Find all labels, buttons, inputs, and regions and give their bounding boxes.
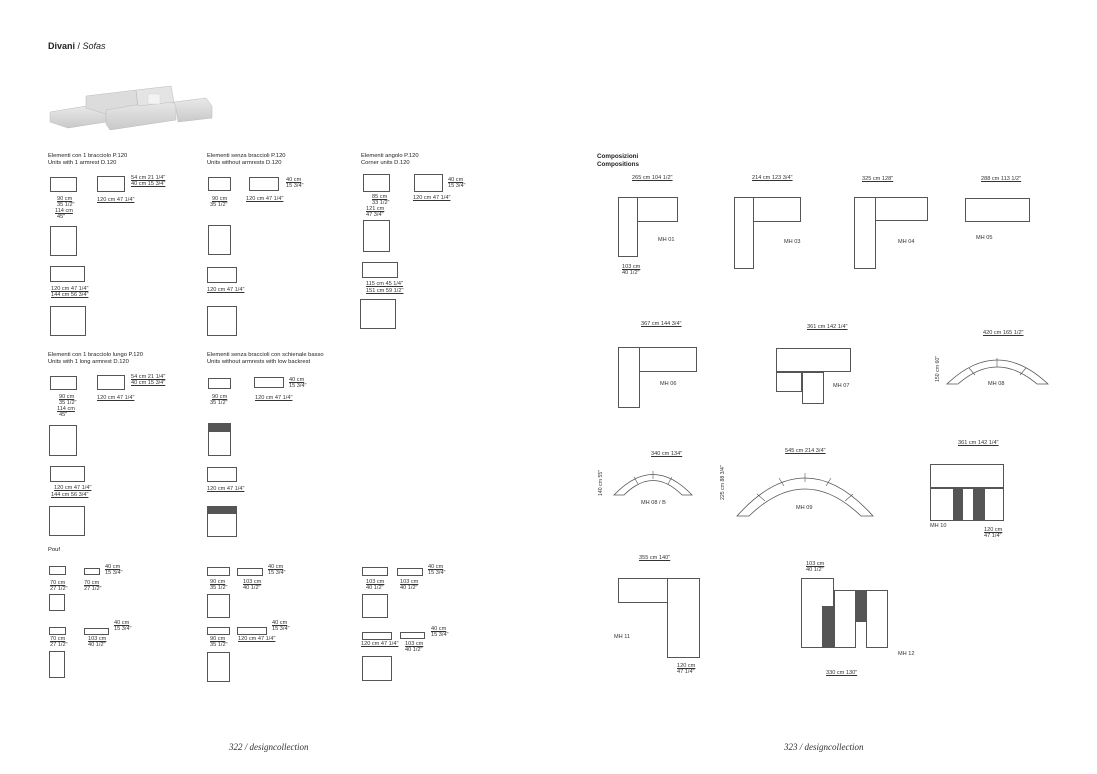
section-title-it: Elementi con 1 bracciolo lungo P.120 xyxy=(48,352,143,358)
corner-unit-plan xyxy=(363,220,390,252)
dim-label: 15 3/4" xyxy=(286,183,304,189)
dim-label: 151 cm 59 1/2" xyxy=(366,288,404,294)
dim-label: 103 cm xyxy=(806,561,825,567)
dim-label: 103 cm xyxy=(243,579,262,585)
dim-label: 54 cm 21 1/4" xyxy=(131,175,166,181)
dim-label: 35 1/2" xyxy=(210,642,228,648)
dim-label: 420 cm 165 1/2" xyxy=(983,330,1024,336)
low-back-plan xyxy=(208,423,231,456)
dim-label: 90 cm xyxy=(59,394,75,400)
dim-label: 340 cm 134" xyxy=(651,451,683,457)
mh10-chaise xyxy=(930,488,954,521)
mh05-label: MH 05 xyxy=(976,235,993,241)
dim-label: 70 cm xyxy=(84,580,100,586)
sofa-photo xyxy=(46,84,216,134)
corner-unit xyxy=(363,174,390,192)
mh09-label: MH 09 xyxy=(796,505,813,511)
dim-label: 85 cm xyxy=(372,194,388,200)
mh12-backrest xyxy=(822,606,834,648)
dim-label: 35 1/2" xyxy=(210,585,228,591)
dim-label: 15 3/4" xyxy=(114,626,132,632)
dim-label: 27 1/2" xyxy=(50,642,68,648)
mh10-backrest xyxy=(954,488,962,521)
dim-label: 15 3/4" xyxy=(431,632,449,638)
mh12-label: MH 12 xyxy=(898,651,915,657)
compositions-title-it: Composizioni xyxy=(597,153,639,160)
dim-label: 27 1/2" xyxy=(50,586,68,592)
dim-label: 40 cm xyxy=(286,177,302,183)
dim-label: 40 1/2" xyxy=(88,642,106,648)
mh08-curved-sofa xyxy=(945,344,1050,386)
page-header: Divani / Sofas xyxy=(48,41,106,51)
dim-label: 361 cm 142 1/4" xyxy=(807,324,848,330)
mh10-label: MH 10 xyxy=(930,523,947,529)
unit-no-armrest-side xyxy=(249,177,279,191)
long-armrest-side xyxy=(97,375,125,390)
mh08-label: MH 08 xyxy=(988,381,1005,387)
section-title-it: Elementi senza braccioli con schienale basso xyxy=(207,352,324,358)
dim-label: 40 1/2" xyxy=(366,585,384,591)
mh07-label: MH 07 xyxy=(833,383,850,389)
dim-label: 214 cm 123 3/4" xyxy=(752,175,793,181)
category-en: Sofas xyxy=(82,41,106,51)
section-title-en: Units with 1 long armrest D.120 xyxy=(48,359,129,365)
dim-label: 121 cm xyxy=(366,206,385,212)
compositions-title xyxy=(597,153,639,168)
mh01-label: MH 01 xyxy=(658,237,675,243)
mh12-right xyxy=(866,590,888,648)
dim-label: 120 cm 47 1/4" xyxy=(238,636,276,642)
corner-unit-side xyxy=(414,174,443,192)
dim-label: 40 cm 15 3/4" xyxy=(131,380,166,386)
dim-label: 120 cm 47 1/4" xyxy=(246,196,284,202)
dim-label: 361 cm 142 1/4" xyxy=(958,440,999,446)
dim-label: 40 cm xyxy=(428,564,444,570)
page-number-right: 323 / designcollection xyxy=(784,742,864,752)
dim-label: 15 3/4" xyxy=(289,383,307,389)
dim-label: 120 cm 47 1/4" xyxy=(97,395,135,401)
pouf-120-c xyxy=(362,632,392,640)
pouf-103-plan xyxy=(362,594,388,618)
dim-label: 35 1/2" xyxy=(57,202,75,208)
low-back-side xyxy=(254,377,284,388)
dim-label: 40 cm xyxy=(289,377,305,383)
long-armrest-144-plan xyxy=(49,506,85,536)
dim-label: 47 1/4" xyxy=(984,533,1002,539)
pouf-103-a xyxy=(362,567,388,576)
dim-label: 140 cm 55" xyxy=(598,469,604,496)
dim-label: 40 cm xyxy=(105,564,121,570)
dim-label: 265 cm 104 1/2" xyxy=(632,175,673,181)
dim-label: 103 cm xyxy=(400,579,419,585)
dim-label: 35 1/2" xyxy=(210,202,228,208)
dim-label: 103 cm xyxy=(405,641,424,647)
dim-label: 54 cm 21 1/4" xyxy=(131,374,166,380)
dim-label: 40 1/2" xyxy=(622,270,640,276)
mh03-chaise xyxy=(734,197,754,269)
section-title xyxy=(361,153,419,167)
dim-label: 144 cm 56 3/4" xyxy=(51,292,89,298)
pouf-120-plan xyxy=(362,656,392,681)
section-title xyxy=(48,153,127,167)
unit-1-armrest-144 xyxy=(50,306,86,336)
dim-label: 15 3/4" xyxy=(268,570,286,576)
dim-label: 40 cm xyxy=(114,620,130,626)
dim-label: 144 cm 56 3/4" xyxy=(51,492,89,498)
pouf-103-c xyxy=(400,632,425,639)
category-it: Divani xyxy=(48,41,76,51)
dim-label: 40 1/2" xyxy=(405,647,423,653)
dim-label: 45" xyxy=(59,412,68,418)
unit-no-armrest-120-plan xyxy=(207,306,237,336)
section-title xyxy=(207,153,286,167)
section-title-it: Elementi angolo P.120 xyxy=(361,153,419,159)
dim-label: 15 3/4" xyxy=(428,570,446,576)
dim-label: 325 cm 128" xyxy=(862,176,894,182)
dim-label: 120 cm 47 1/4" xyxy=(54,485,92,491)
dim-label: 35 1/2" xyxy=(59,400,77,406)
compositions-title-en: Compositions xyxy=(597,160,639,168)
low-back-120-plan xyxy=(207,506,237,537)
pouf-title: Pouf xyxy=(48,547,60,553)
dim-label: 90 cm xyxy=(212,394,228,400)
mh10-backrest-2 xyxy=(974,488,984,521)
pouf-70-long-plan xyxy=(49,651,65,678)
section-title-en: Units without armrests D.120 xyxy=(207,160,282,166)
long-armrest-plan xyxy=(49,425,77,456)
section-title-en: Units without armrests with low backrest xyxy=(207,359,311,365)
mh12-mid xyxy=(834,590,856,648)
dim-label: 40 cm xyxy=(448,177,464,183)
dim-label: 225 cm 88 3/4" xyxy=(720,465,726,500)
dim-label: 114 cm xyxy=(55,208,73,214)
mh04-chaise xyxy=(854,197,876,269)
pouf-90-plan xyxy=(207,594,230,618)
dim-label: 103 cm xyxy=(622,264,641,270)
dim-label: 120 cm xyxy=(984,527,1003,533)
pouf-70-side xyxy=(49,566,66,575)
dim-label: 90 cm xyxy=(57,196,73,202)
dim-label: 120 cm 47 1/4" xyxy=(361,641,399,647)
dim-label: 40 cm xyxy=(431,626,447,632)
unit-no-armrest-90-plan xyxy=(208,225,231,255)
dim-label: 47 3/4" xyxy=(366,212,384,218)
dim-label: 40 cm xyxy=(268,564,284,570)
pouf-70-low xyxy=(84,568,100,575)
mh10-seat xyxy=(962,488,974,521)
dim-label: 120 cm 47 1/4" xyxy=(255,395,293,401)
dim-label: 120 cm 47 1/4" xyxy=(413,195,451,201)
dim-label: 355 cm 140" xyxy=(639,555,671,561)
long-armrest-unit xyxy=(50,376,77,390)
dim-label: 150 cm 60" xyxy=(935,355,941,382)
dim-label: 15 3/4" xyxy=(448,183,466,189)
section-title xyxy=(207,352,324,366)
section-title-en: Units with 1 armrest D.120 xyxy=(48,160,117,166)
pouf-90 xyxy=(207,567,230,576)
mh07-back xyxy=(776,348,851,372)
dim-label: 35 1/2" xyxy=(210,400,228,406)
dim-label: 70 cm xyxy=(50,580,66,586)
pouf-90-long-plan xyxy=(207,652,230,682)
dim-label: 120 cm 47 1/4" xyxy=(207,287,245,293)
dim-label: 103 cm xyxy=(88,636,107,642)
unit-no-armrest-90 xyxy=(208,177,231,191)
corner-unit-151-plan xyxy=(360,299,396,329)
dim-label: 545 cm 214 3/4" xyxy=(785,448,826,454)
dim-label: 120 cm 47 1/4" xyxy=(51,286,89,292)
dim-label: 40 cm 15 3/4" xyxy=(131,181,166,187)
mh03-label: MH 03 xyxy=(784,239,801,245)
mh11-label: MH 11 xyxy=(614,634,631,640)
mh10-end xyxy=(984,488,1004,521)
dim-label: 103 cm xyxy=(366,579,385,585)
dim-label: 47 1/4" xyxy=(677,669,695,675)
dim-label: 40 cm xyxy=(272,620,288,626)
dim-label: 90 cm xyxy=(212,196,228,202)
pouf-70-plan xyxy=(49,594,65,611)
mh04-label: MH 04 xyxy=(898,239,915,245)
corner-unit-115 xyxy=(362,262,398,278)
pouf-103 xyxy=(237,568,263,576)
dim-label: 70 cm xyxy=(50,636,66,642)
pouf-70-b xyxy=(49,627,66,635)
dim-label: 15 3/4" xyxy=(105,570,123,576)
dim-label: 367 cm 144 3/4" xyxy=(641,321,682,327)
mh10-back xyxy=(930,464,1004,488)
mh08b-label: MH 08 / B xyxy=(641,500,666,506)
unit-1-armrest-side xyxy=(97,176,125,192)
unit-1-armrest-114 xyxy=(50,226,77,256)
long-armrest-120 xyxy=(50,466,85,482)
section-title-it: Elementi senza braccioli P.120 xyxy=(207,153,286,159)
mh07-chaise xyxy=(802,372,824,404)
section-title-en: Corner units D.120 xyxy=(361,160,410,166)
section-title xyxy=(48,352,143,366)
low-back-unit xyxy=(208,378,231,389)
dim-label: 90 cm xyxy=(210,579,226,585)
dim-label: 90 cm xyxy=(210,636,226,642)
mh07-module xyxy=(776,372,802,392)
mh05-sofa xyxy=(965,198,1030,222)
mh12-backrest-2 xyxy=(856,590,866,622)
pouf-120 xyxy=(237,627,267,635)
unit-1-armrest-120 xyxy=(50,266,85,282)
dim-label: 15 3/4" xyxy=(272,626,290,632)
dim-label: 120 cm 47 1/4" xyxy=(207,486,245,492)
dim-label: 120 cm 47 1/4" xyxy=(97,197,135,203)
mh08b-curved-sofa xyxy=(612,460,694,497)
dim-label: 330 cm 130" xyxy=(826,670,858,676)
dim-label: 45" xyxy=(57,214,66,220)
mh11-chaise xyxy=(667,578,700,658)
dim-label: 120 cm xyxy=(677,663,696,669)
mh01-chaise xyxy=(618,197,638,257)
dim-label: 40 1/2" xyxy=(400,585,418,591)
dim-label: 288 cm 113 1/2" xyxy=(981,176,1022,182)
dim-label: 40 1/2" xyxy=(806,567,824,573)
mh06-chaise xyxy=(618,347,640,408)
page-number-left: 322 / designcollection xyxy=(229,742,309,752)
dim-label: 114 cm xyxy=(57,406,75,412)
mh06-label: MH 06 xyxy=(660,381,677,387)
dim-label: 33 1/2" xyxy=(372,200,390,206)
dim-label: 27 1/2" xyxy=(84,586,102,592)
pouf-103-low xyxy=(84,628,109,635)
section-title-it: Elementi con 1 bracciolo P.120 xyxy=(48,153,128,159)
dim-label: 40 1/2" xyxy=(243,585,261,591)
pouf-90-b xyxy=(207,627,230,635)
unit-1-armrest-90 xyxy=(50,177,77,192)
low-back-120 xyxy=(207,467,237,482)
dim-label: 115 cm 45 1/4" xyxy=(366,281,404,287)
unit-no-armrest-120 xyxy=(207,267,237,283)
pouf-103-b xyxy=(397,568,423,576)
